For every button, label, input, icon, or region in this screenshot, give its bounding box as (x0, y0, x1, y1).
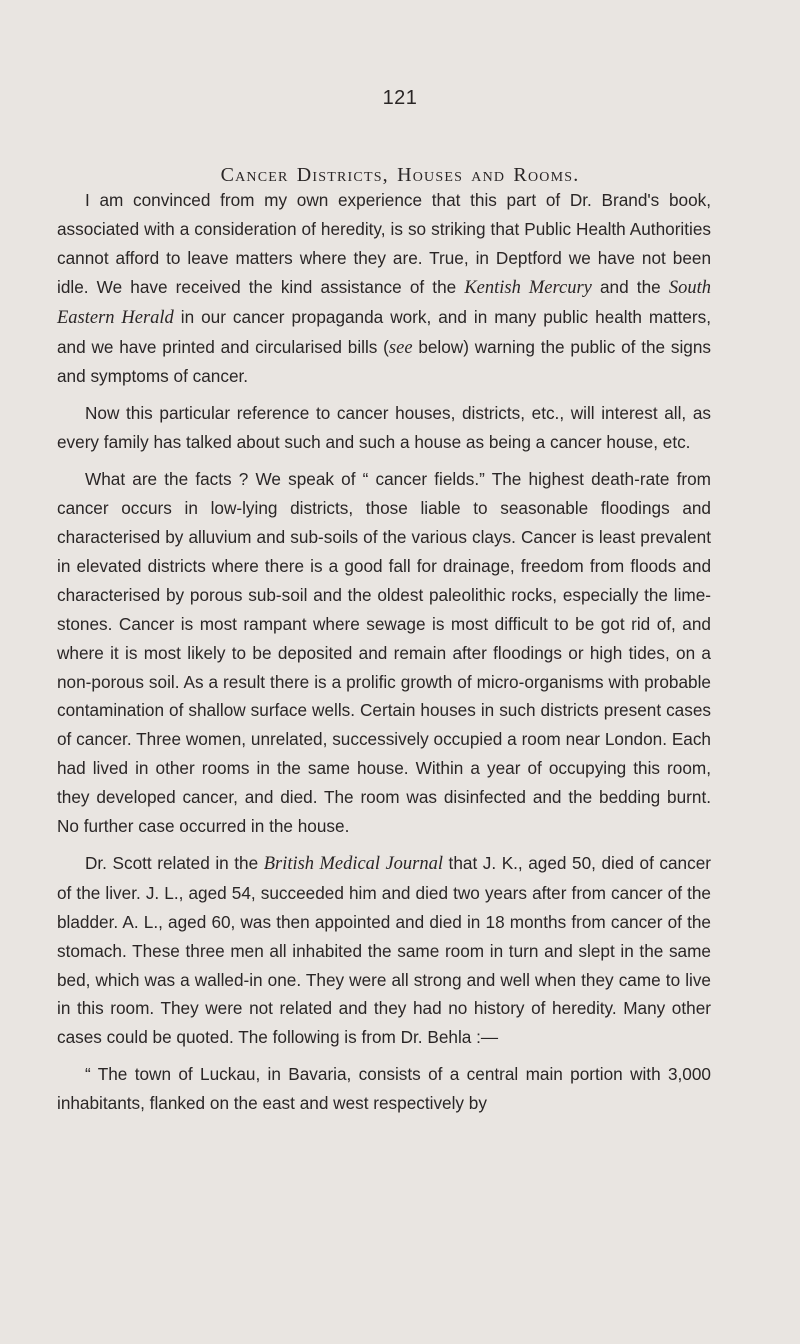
paragraph-1 (57, 186, 711, 391)
paragraph-3: What are the facts ? We speak of “ cancer fields.” The highest death-rate from cancer occurs in low-lying districts, those liable to seasonable floodings and characterised by alluvium and sub-soils of the various clays. Cancer is least prevalent in elevated districts where there is a good fall for drainage, freedom from floods and characterised by porous sub-soil and the oldest paleolithic rocks, especially the lime- stones. Cancer is most rampant where sewage is most difficult to be got rid of, and where it is most likely to be deposited and remain after floodings or high tides, on a non-porous soil. As a result there is a prolific growth of micro-organisms with probable contamination of shallow surface wells. Certain houses in such districts present cases of cancer. Three women, unrelated, successively occupied a room near London. Each had lived in other rooms in the same house. Within a year of occupying this room, they developed cancer, and died. The room was disinfected and the bedding burnt. No further case occurred in the house. (57, 469, 711, 837)
paragraph-1-text-a: I am convinced from my own experience that this part of Dr. Brand's book, associated with a consideration of heredity, is so striking that Public Health Authorities cannot afford to leave matters where they are. True, in Deptford we have not been idle. We have received the kind assistance of the (57, 190, 711, 297)
paragraph-1-text-c: and the (591, 276, 669, 297)
paragraph-4-text-a: Dr. Scott related in the (85, 852, 264, 873)
paragraph-1-text-g: below) warning the public of the signs and symptoms of cancer. (57, 336, 712, 387)
see-italic: see (388, 337, 413, 358)
paragraph-5: “ The town of Luckau, in Bavaria, consists of a central main portion with 3,000 inhabitants, flanked on the east and west respectively by (57, 1064, 711, 1114)
paragraph-4-text-c: that J. K., aged 50, died of cancer of the liver. J. L., aged 54, succeeded him and died two years after from cancer of the bladder. A. L., aged 60, was then appointed and died in 18 months from cancer of the stomach. These three men all inhabited the same room in turn and slept in the same bed, which was a walled-in one. They were all strong and well when they came to live in this room. They were not related and they had no history of heredity. Many other cases could be quoted. The following is from Dr. Behla :— (57, 852, 711, 1048)
journal-title-british-medical-journal: British Medical Journal (263, 853, 444, 874)
paragraph-1-text-e: in our cancer propaganda work, and in many public health matters, and we have printed and circularised bills ( (57, 306, 711, 357)
newspaper-title-south-eastern-herald: South Eastern Herald (57, 277, 711, 328)
body-text (57, 186, 711, 1118)
section-title: Cancer Districts, Houses and Rooms. (220, 164, 580, 186)
page-number: 121 (382, 87, 418, 109)
newspaper-title-kentish-mercury: Kentish Mercury (464, 277, 592, 298)
paragraph-2: Now this particular reference to cancer houses, districts, etc., will interest all, as every family has talked about such and such a house as being a cancer house, etc. (57, 403, 711, 453)
paragraph-4 (57, 849, 711, 1052)
